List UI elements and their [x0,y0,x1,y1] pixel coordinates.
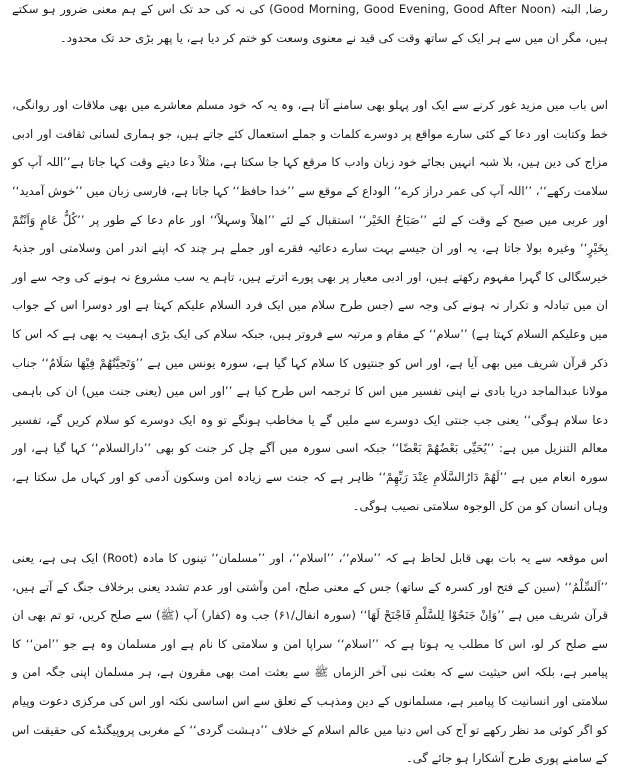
paragraph-salam-root-meaning: اس موقعہ سے یہ بات بھی قابل لحاظ ہے کہ ’’سلام‘‘، ’’اسلام‘‘، اور ’’مسلمان‘‘ تینوں کا مادہ (Root) ایک ہی ہے، یعنی ’’اَلسِّلْمُ‘‘ (سین کے فتح اور کسرہ کے ساتھ) جس کے معنی صلح، امن وآشتی اور عدم تشدد یعنی برخلاف جنگ کے آتے ہیں، قرآن شریف میں ہے ’’وَاِنْ جَنَحُوْا لِلسَّلْمِ فَاجْنَحْ لَھَا‘‘ (سورہ انفال/۶۱) جب وہ (کفار) آپ (ﷺ) سے صلح کریں، تو تم بھی ان سے صلح کر لو، اس کا مطلب یہ ہوتا ہے کہ ’’اسلام‘‘ سراپا امن و سلامتی کا نام ہے اور مسلمان وہ ہے جو ’’امن‘‘ کا پیامبر ہے، بلکہ اس حیثیت سے کہ بعثت نبی آخر الزماں ﷺ سے بعثت امت بھی مقرون ہے، ہر مسلمان اپنی جگہ امن و سلامتی اور انسانیت کا پیامبر ہے، مسلمانوں کے دین ومذہب کے تعلق سے اس اساسی نکتہ اور اس کی مرکزی دعوت وپیام کو اگر کوئی مد نظر رکھے تو آج کی اس دنیا میں عالم اسلام کے خلاف ’’دہشت گردی‘‘ کے مغربی پروپیگنڈے کی حقیقت اس کے سامنے پوری طرح آشکارا ہو جائے گی۔ [12,551,609,766]
paragraph-salam-importance: اس باب میں مزید غور کرنے سے ایک اور پہلو بھی سامنے آتا ہے، وہ یہ کہ خود مسلم معاشرے میں بھی ملاقات اور روانگی، خط وکتابت اور دعا کے کئی سارے مواقع پر دوسرے کلمات و جملے استعمال کئے جاتے ہیں، جو ہماری لسانی ثقافت اور ادبی مزاج کی دین ہیں، بلا شبہ انہیں بجائے خود زبان وادب کا مرقع کہا جا سکتا ہے، مثلاً دعا دیتے وقت کہا جاتا ہے’’اللہ آپ کو سلامت رکھے‘‘، ’’اللہ آپ کی عمر دراز کرے‘‘ الوداع کے موقع سے ’’خدا حافظ‘‘ کہا جاتا ہے، فارسی زبان میں ’’خوش آمدید‘‘ اور عربی میں صبح کے وقت کے لئے ’’صَبَاحُ الخَیْر‘‘ استقبال کے لئے ’’اھلاً وسہلاً‘‘ اور عام دعا کے طور پر ’’کُلُّ عَامٍ وَاَنْتُمْ بِخَیْرٍ‘‘ وغیرہ بولا جاتا ہے، یہ اور ان جیسے بہت سارے دعائیہ فقرے اور جملے ہر چند کہ اپنے اندر امن وسلامتی اور جذبۂ خیرسگالی کا گہرا مفہوم رکھتے ہیں، اور ادبی معیار پر بھی پورے اترتے ہیں، تاہم یہ سب مشروع نہ ہونے کی وجہ سے اور ان میں تبادلہ و تکرار نہ ہونے کی وجہ سے (جس طرح سلام میں ایک فرد السلام علیکم کہتا ہے اور دوسرا اس کے جواب میں وعلیکم السلام کہتا ہے) ’’سلام‘‘ کے مقام و مرتبہ سے فروتر ہیں، جبکہ سلام کی ایک بڑی اہمیت یہ بھی ہے کہ اس کا ذکر قرآن شریف میں بھی آیا ہے، اور اس کو جنتیوں کا سلام کہا گیا ہے، سورہ یونس میں ہے ’’وَتَحِیَّتُھُمْ فِیْھَا سَلَامٌ‘‘ جناب مولانا عبدالماجد دریا بادی نے اپنی تفسیر میں اس کا ترجمہ اس طرح کیا ہے ’’اور اس میں (یعنی جنت میں) ان کی باہمی دعا سلام ہوگی‘‘ یعنی جب جنتی ایک دوسرے سے ملیں گے یا مخاطب ہونگے تو وہ ایک دوسرے کو سلام کریں گے، تفسیر معالم التنزیل میں ہے: ’’یُحَیِّی بَعْضُھُمْ بَعْضًا‘‘ جبکہ اسی سورہ میں آگے چل کر جنت کو بھی ’’دارالسلام‘‘ کہا گیا ہے، اور سورہ انعام میں ہے ’’لَھُمْ دَارُالسَّلَامِ عِنْدَ رَبِّھِمْ‘‘ ظاہر ہے کہ جنت سے زیادہ امن وسکون آدمی کو اور کہاں مل سکتا ہے، وہاں انسان کو من کل الوجوہ سلامتی نصیب ہوگی۔ [12,98,608,513]
document-page [12,0,608,773]
paragraph-greetings-intro: رضا, البتہ (Good Morning, Good Evening, Good After Noon) کی نہ کی حد تک اس کے ہم معنی ضرور ہو سکتے ہیں، مگر ان میں سے ہر ایک کے ساتھ وقت کی قید نے معنوی وسعت کو ختم کر دیا ہے، یا پھر بڑی حد تک محدود۔ [12,2,608,45]
